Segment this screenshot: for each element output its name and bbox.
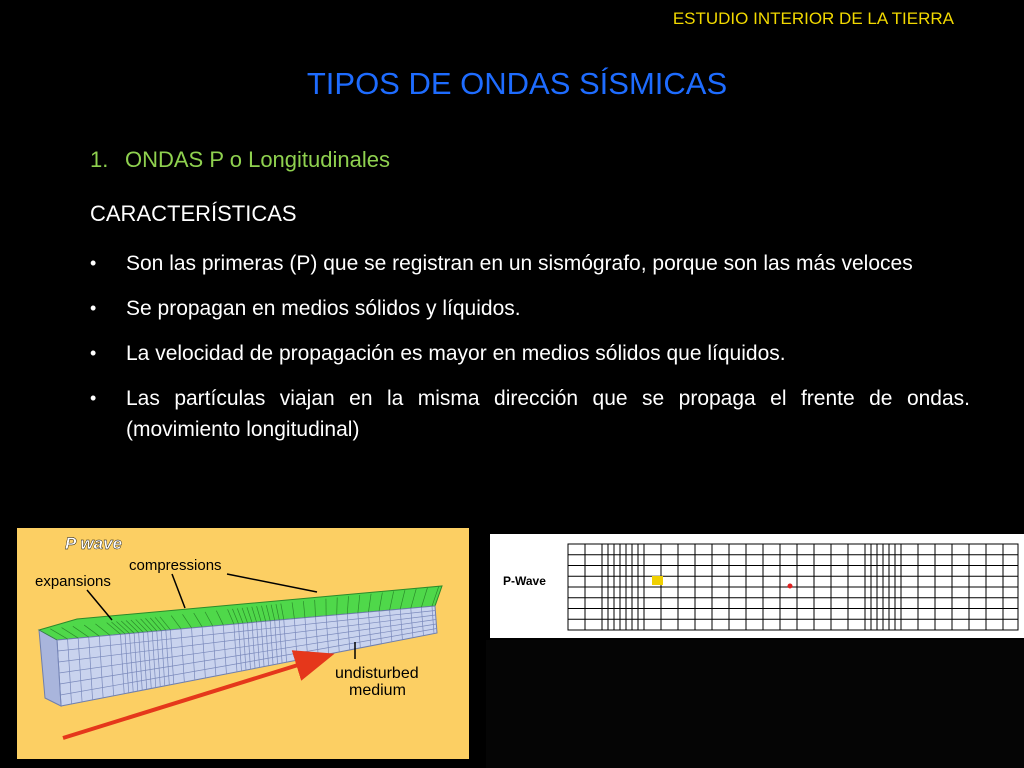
- p-wave-grid-illustration: [490, 534, 1024, 638]
- p-wave-grid-label: P-Wave: [503, 574, 546, 588]
- bullet-icon: •: [90, 388, 97, 408]
- bullet-text: La velocidad de propagación es mayor en medios sólidos que líquidos.: [126, 342, 786, 365]
- slide-title: TIPOS DE ONDAS SÍSMICAS: [306, 66, 728, 101]
- p-wave-diagram: [17, 528, 469, 759]
- list-item: [90, 248, 970, 279]
- section-number: 1.: [90, 147, 109, 172]
- undisturbed-label: undisturbed: [335, 665, 419, 682]
- compressions-pointer: [172, 574, 185, 608]
- list-item: [90, 383, 970, 445]
- bullet-icon: •: [90, 298, 97, 318]
- characteristics-heading: CARACTERÍSTICAS: [90, 201, 297, 226]
- list-item: [90, 338, 970, 369]
- compressions-label: compressions: [129, 557, 222, 574]
- particle-marker: [788, 584, 793, 589]
- characteristics-list: [90, 248, 970, 459]
- bullet-icon: •: [90, 343, 97, 363]
- slide-header-topic: ESTUDIO INTERIOR DE LA TIERRA: [672, 9, 954, 28]
- p-wave-illustration: [17, 528, 469, 759]
- bullet-icon: •: [90, 253, 97, 273]
- expansions-label: expansions: [35, 573, 111, 590]
- p-wave-title: P wave: [65, 534, 123, 553]
- p-wave-grid-panel: [490, 534, 1024, 638]
- compressions-pointer: [227, 574, 317, 592]
- dark-panel: [486, 640, 1024, 768]
- highlighted-cell: [652, 576, 663, 585]
- bullet-text: Son las primeras (P) que se registran en un sismógrafo, porque son las más veloces: [126, 252, 913, 275]
- wave-grid: [568, 544, 1018, 630]
- medium-label: medium: [349, 682, 406, 699]
- section-heading: [90, 147, 390, 173]
- grid-line: [337, 597, 338, 614]
- section-title: ONDAS P o Longitudinales: [125, 147, 390, 172]
- bullet-text: Se propagan en medios sólidos y líquidos.: [126, 297, 521, 320]
- list-item: [90, 293, 970, 324]
- expansions-pointer: [87, 590, 112, 620]
- bullet-text: Las partículas viajan en la misma dirección que se propaga el frente de ondas. (movimiento longitudinal): [126, 387, 970, 441]
